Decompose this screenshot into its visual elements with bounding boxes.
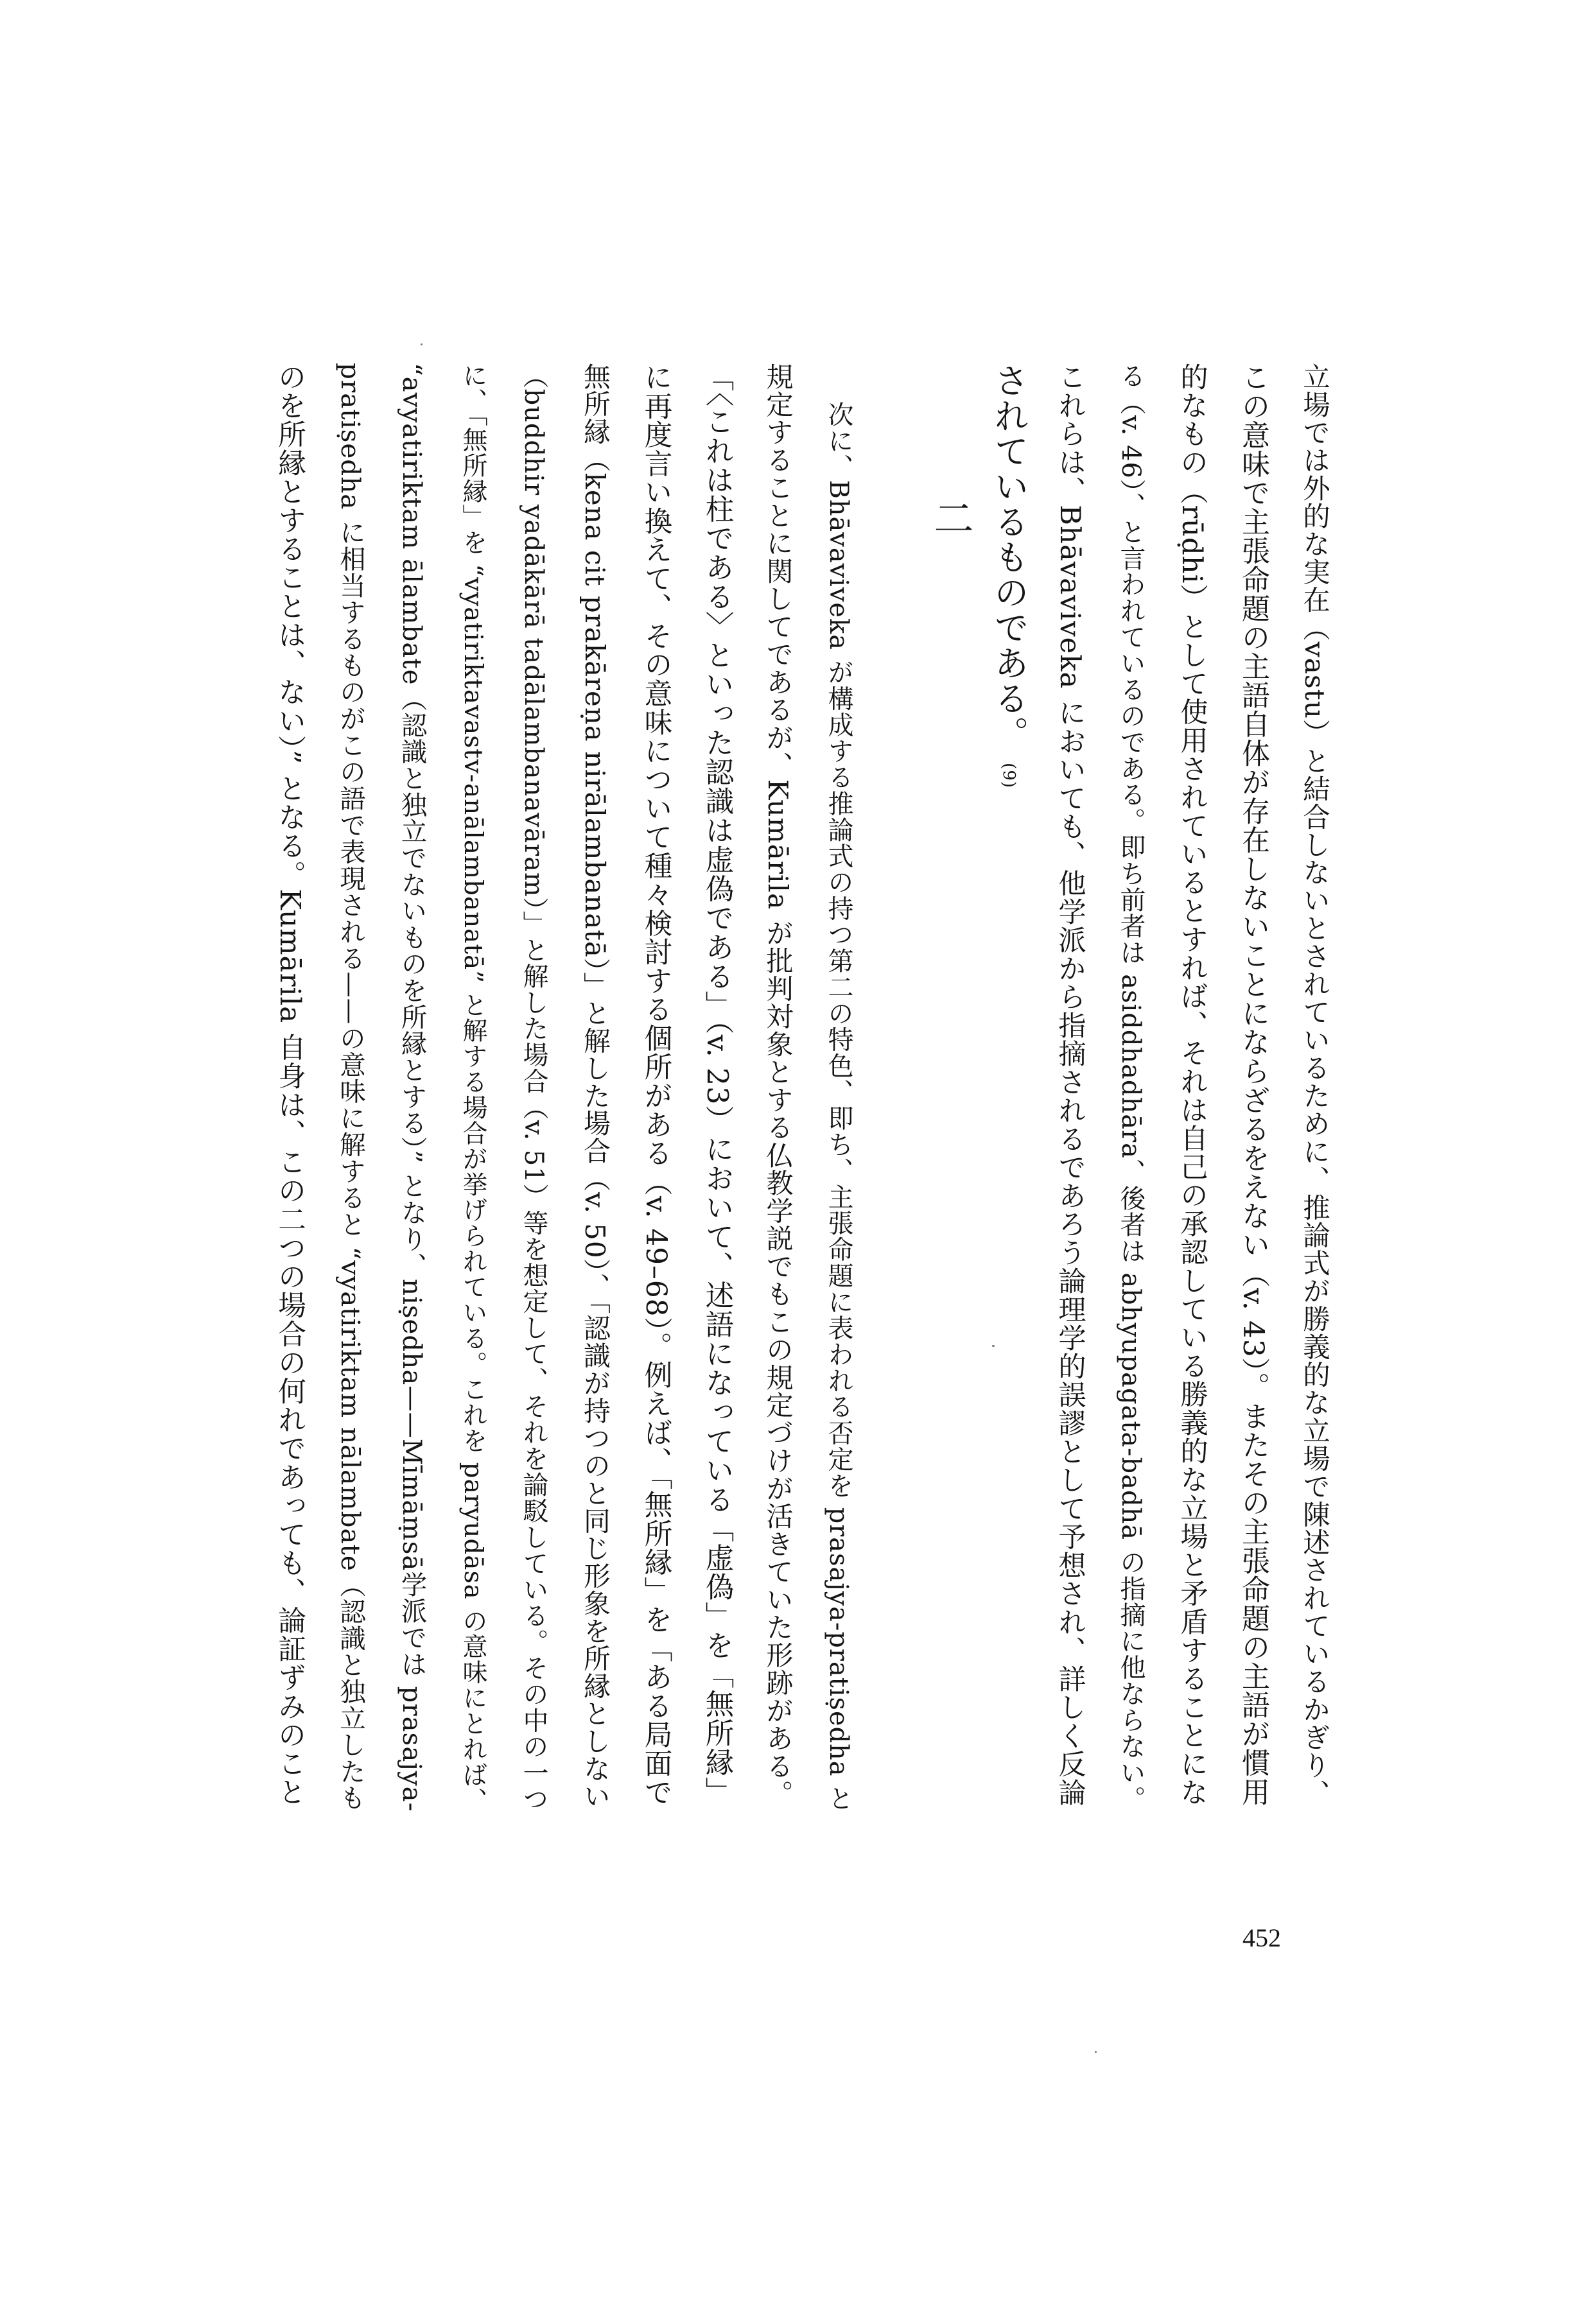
text-column: に再度言い換えて、その意味について種々検討する個所がある（v. 49–68）。例えば、「無所縁」を「ある局面で xyxy=(640,363,672,1807)
text-column: （buddhir yadākārā tadālambanavāram）」と解した場合（v. 51）等を想定して、それを論駁している。その中の一つ xyxy=(519,363,548,1812)
column-text: されているものである。 xyxy=(989,363,1029,751)
page-number: 452 xyxy=(1242,1923,1281,1952)
scan-speck xyxy=(1095,2051,1097,2053)
text-column: 立場では外的な実在（vastu）と結合しないとされているために、推論式が勝義的な立場で陳述されているかぎり、 xyxy=(1298,363,1330,1808)
scan-speck xyxy=(992,1345,995,1347)
text-column: “avyatiriktam ālambate（認識と独立でないものを所縁とする）” となり、niṣedha——Mīmāṃsā学派では prasajya- xyxy=(397,363,427,1812)
text-column: 無所縁（kena cit prakāreṇa nirālambanatā）」と解した場合（v. 50）、「認識が持つのと同じ形象を所縁としない xyxy=(579,363,611,1810)
text-column: この意味で主張命題の主語自体が存在しないことにならざるをえない（v. 43）。またその主張命題の主語が慣用 xyxy=(1237,363,1269,1807)
text-column: 的なもの（rūḍhi）として使用されているとすれば、それは自己の承認している勝義的な立場と矛盾することにな xyxy=(1176,363,1208,1807)
text-column: る（v. 46）、と言われているのである。即ち前者は asiddhadhāra、後者は abhyupagata-badhā の指摘に他ならない。 xyxy=(1116,363,1146,1812)
text-column: に、「無所縁」を “vyatiriktavastv-anālambanatā” と解する場合が挙げられている。これを paryudāsa の意味にとれば、 xyxy=(458,363,487,1814)
footnote-ref: (9) xyxy=(999,763,1018,789)
text-column: 「〈これは柱である〉といった認識は虚偽である」（v. 23）において、述語になっている「虚偽」を「無所縁」 xyxy=(701,363,733,1806)
text-column: pratiṣedha に相当するものがこの語で表現される——の意味に解すると “vyatiriktam nālambate（認識と独立したも xyxy=(335,363,366,1812)
section-number: 二 xyxy=(927,498,974,537)
text-column: 規定することに関してであるが、Kumārila が批判対象とする仏教学説でもこの規定づけが活きていた形跡がある。 xyxy=(762,363,794,1808)
text-column: のを所縁とすることは、ない）” となる。Kumārila 自身は、この二つの場合の何れであっても、論証ずみのこと xyxy=(274,363,306,1807)
text-column xyxy=(979,363,1038,788)
scan-speck xyxy=(421,343,423,345)
text-column: これらは、Bhāvaviveka においても、他学派から指摘されるであろう論理学的誤謬として予想され、詳しく反論 xyxy=(1054,363,1086,1807)
text-column: 次に、Bhāvaviveka が構成する推論式の持つ第二の特色、即ち、主張命題に表われる否定を prasajya-pratiṣedha と xyxy=(824,401,853,1812)
